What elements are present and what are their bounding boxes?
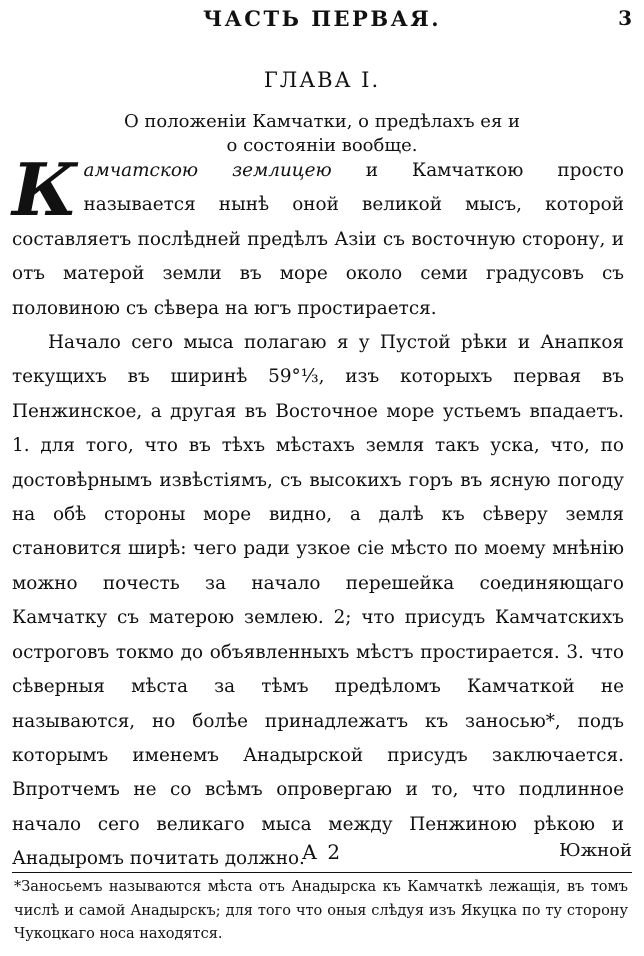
drop-cap: К [12,147,78,232]
chapter-subtitle [0,110,644,158]
signature-line [12,840,632,868]
footnote-divider [12,872,632,873]
signature-mark: А 2 [301,840,343,864]
body-text [12,147,624,877]
chapter-subtitle-line-2: о состоянiи вообще. [226,135,418,156]
paragraph-1 [12,147,624,326]
chapter-subtitle-line-1: О положенiи Камчатки, о предѣлахъ ея и [123,111,521,132]
paragraph-2: Начало сего мыса полагаю я у Пустой рѣки и Анапкоя текущихъ въ ширинѣ 59°⅓, изъ которыхъ первая въ Пенжинское, а другая въ Восточное море устьемъ впадаетъ. 1. для того, что въ тѣхъ мѣстахъ земля такъ уска, что, по достовѣрнымъ извѣстiямъ, съ высокихъ горъ въ ясную погоду на обѣ стороны море видно, а далѣ къ сѣверу земля становится ширѣ: чего ради узкое сiе мѣсто по моему мнѣнiю можно почесть за начало перешейка соединяющаго Камчатку съ матерою землею. 2; что присудъ Камчатскихъ остроговъ токмо до объявленныхъ мѣстъ простирается. 3. что сѣверныя мѣста за тѣмъ предѣломъ Камчаткой не называются, но болѣе принадлежатъ къ заносью*, подъ которымъ именемъ Анадырской присудъ заключается. Впротчемъ не со всѣмъ опровергаю и то, что подлинное начало сего великаго мыса между Пенжиною рѣкою и Анадыромъ почитать должно. [12,332,624,870]
chapter-heading: ГЛАВА I. [263,68,381,92]
footnote: *Заносьемъ называются мѣста отъ Анадырска къ Камчаткѣ лежащiя, въ томъ числѣ и самой Анадырскъ; для того что оныя слѣдуя изъ Якуцка по ту сторону Чукоцкаго носа находятся. [14,879,628,942]
page-number: 3 [618,6,632,30]
paragraph-1-text: и Камчаткою просто называется нынѣ оной великой мысъ, которой составляетъ послѣдней предѣлъ Азiи съ восточную сторону, и отъ матерой земли въ море около семи градусовъ съ половиною съ сѣвера на югъ простирается. [12,160,624,319]
paragraph-1-lead: амчатскою землицею [83,160,332,181]
running-title: ЧАСТЬ ПЕРВАЯ. [202,6,442,31]
catchword: Южной [559,840,632,861]
running-header [0,4,644,36]
